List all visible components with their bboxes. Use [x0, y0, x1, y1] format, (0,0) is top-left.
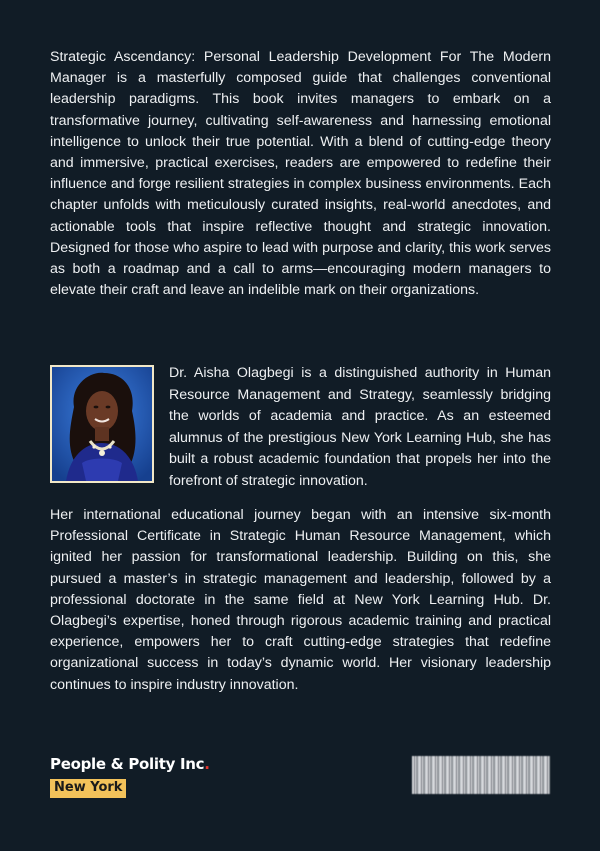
- author-photo: [50, 365, 154, 483]
- book-blurb: Strategic Ascendancy: Personal Leadership Development For The Modern Manager is a masterfully composed guide that challenges conventional leadership paradigms. This book invites managers to embark on a transformative journey, cultivating self-awareness and harnessing emotional intelligence to unlock their true potential. With a blend of cutting-edge theory and immersive, practical exercises, readers are empowered to redefine their influence and forge resilient strategies in complex business environments. Each chapter unfolds with meticulously curated insights, real-world anecdotes, and actionable tools that inspire reflective thought and strategic innovation. Designed for those who aspire to lead with purpose and clarity, this work serves as both a roadmap and a call to arms—encouraging modern managers to elevate their craft and leave an indelible mark on their organizations.: [50, 49, 551, 299]
- author-bio: Her international educational journey began with an intensive six-month Professional Certificate in Strategic Human Resource Management, which ignited her passion for transformational leadership. Building on this, she pursued a master’s in strategic management and leadership, followed by a professional doctorate in the same field at New York Learning Hub. Dr. Olagbegi’s expertise, honed through rigorous academic training and practical experience, empowers her to craft cutting-edge strategies that redefine organizational success in today’s dynamic world. Her visionary leadership continues to inspire industry innovation.: [50, 507, 551, 693]
- publisher-city-badge: New York: [50, 779, 126, 798]
- publisher-logo: [50, 755, 210, 773]
- author-intro: Dr. Aisha Olagbegi is a distinguished authority in Human Resource Management and Strategy, seamlessly bridging the worlds of academia and practice. As an esteemed alumnus of the prestigious New York Learning Hub, she has built a robust academic foundation that propels her into the forefront of strategic innovation.: [169, 365, 551, 489]
- barcode: [412, 756, 550, 794]
- publisher-name: People & Polity Inc: [50, 755, 205, 773]
- publisher-dot: .: [204, 755, 210, 773]
